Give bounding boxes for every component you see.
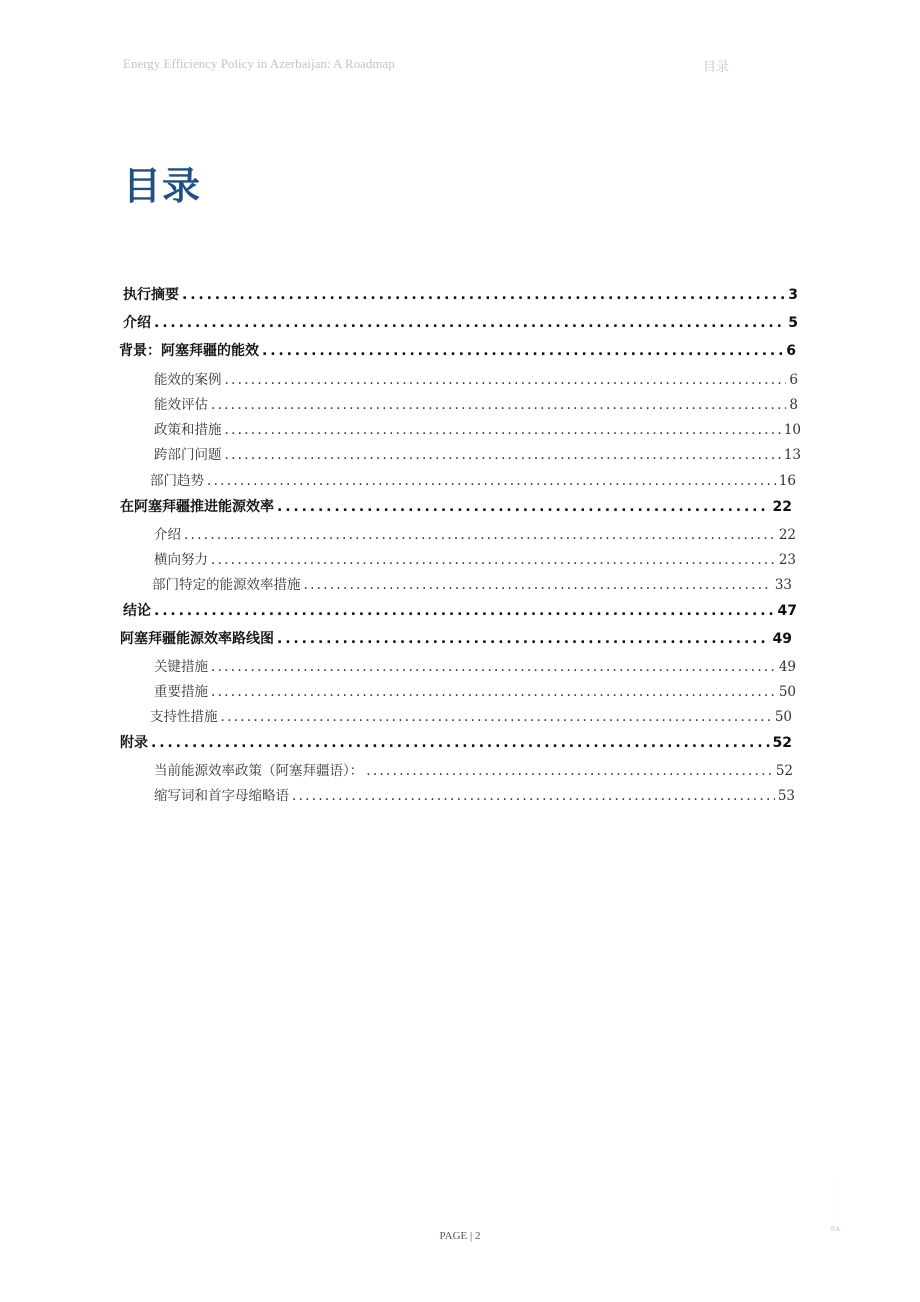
toc-subentry[interactable]	[154, 443, 801, 463]
toc-entry-page: 6	[786, 343, 796, 359]
toc-subentry[interactable]	[154, 759, 793, 779]
toc-entry-label: 部门特定的能源效率措施	[152, 577, 301, 593]
toc-entry-page: 33	[774, 577, 792, 593]
toc-entry-label: 当前能源效率政策（阿塞拜疆语）：	[154, 763, 364, 779]
toc-entry-page: 53	[777, 788, 795, 804]
page-title: 目录	[123, 164, 202, 208]
toc-subentry[interactable]	[152, 573, 792, 593]
toc-entry-label: 跨部门问题	[154, 447, 222, 463]
toc-leader-dots	[225, 422, 781, 438]
iea-logo-text: IEA.	[830, 1226, 842, 1233]
header-document-title: Energy Efficiency Policy in Azerbaijan: A Roadmap	[123, 56, 395, 71]
toc-subentry[interactable]	[154, 680, 796, 700]
toc-entry-page: 8	[789, 397, 798, 413]
toc-entry[interactable]	[119, 340, 796, 360]
toc-entry-label: 附录	[120, 735, 148, 751]
toc-leader-dots	[292, 788, 775, 804]
toc-subentry[interactable]	[154, 393, 798, 413]
toc-leader-dots	[211, 684, 776, 700]
toc-entry-label: 政策和措施	[154, 422, 222, 438]
toc-leader-dots	[366, 763, 773, 779]
page-number: PAGE | 2	[439, 1230, 481, 1242]
toc-leader-dots	[154, 603, 775, 619]
toc-entry-label: 介绍	[154, 527, 181, 543]
toc-entry-page: 49	[772, 631, 792, 647]
toc-leader-dots	[304, 577, 772, 593]
toc-entry[interactable]	[123, 284, 798, 304]
toc-subentry[interactable]	[154, 418, 801, 438]
toc-entry-label: 阿塞拜疆能源效率路线图	[120, 631, 274, 647]
toc-leader-dots	[154, 315, 785, 331]
toc-leader-dots	[182, 287, 785, 303]
toc-entry-page: 23	[778, 552, 796, 568]
iea-logo-watermark: · · · · · · IEA.	[823, 1178, 849, 1234]
toc-entry-page: 16	[778, 473, 796, 489]
toc-subentry[interactable]	[150, 469, 796, 489]
toc-subentry[interactable]	[154, 784, 795, 804]
toc-leader-dots	[225, 447, 781, 463]
toc-leader-dots	[211, 397, 786, 413]
toc-entry[interactable]	[120, 732, 792, 752]
toc-subentry[interactable]	[150, 705, 792, 725]
toc-entry-label: 部门趋势	[150, 473, 204, 489]
toc-entry-label: 能效的案例	[154, 372, 222, 388]
toc-entry-page: 50	[774, 709, 792, 725]
toc-leader-dots	[262, 343, 783, 359]
toc-leader-dots	[277, 631, 770, 647]
toc-entry-page: 47	[777, 603, 797, 619]
toc-leader-dots	[184, 527, 776, 543]
toc-entry-page: 22	[778, 527, 796, 543]
toc-subentry[interactable]	[154, 548, 796, 568]
toc-entry-label: 背景：阿塞拜疆的能效	[119, 343, 259, 359]
toc-leader-dots	[221, 709, 772, 725]
toc-entry-page: 13	[783, 447, 801, 463]
toc-leader-dots	[225, 372, 787, 388]
toc-entry[interactable]	[123, 312, 798, 332]
toc-entry-label: 支持性措施	[150, 709, 218, 725]
toc-entry-label: 横向努力	[154, 552, 208, 568]
toc-subentry[interactable]	[154, 523, 796, 543]
toc-entry-page: 52	[772, 735, 792, 751]
toc-entry-label: 在阿塞拜疆推进能源效率	[120, 499, 274, 515]
toc-subentry[interactable]	[154, 655, 796, 675]
toc-entry-page: 49	[778, 659, 796, 675]
toc-entry-label: 关键措施	[154, 659, 208, 675]
toc-entry-page: 52	[775, 763, 793, 779]
toc-entry-page: 10	[783, 422, 801, 438]
toc-entry-label: 重要措施	[154, 684, 208, 700]
toc-leader-dots	[211, 552, 776, 568]
toc-entry-label: 执行摘要	[123, 287, 179, 303]
toc-leader-dots	[151, 735, 770, 751]
toc-entry[interactable]	[120, 628, 792, 648]
toc-entry-label: 缩写词和首字母缩略语	[154, 788, 289, 804]
toc-entry[interactable]	[120, 496, 792, 516]
toc-leader-dots	[207, 473, 776, 489]
toc-subentry[interactable]	[154, 368, 798, 388]
toc-entry-page: 5	[788, 315, 798, 331]
toc-entry-label: 介绍	[123, 315, 151, 331]
toc-entry-page: 22	[772, 499, 792, 515]
toc-entry-page: 6	[789, 372, 798, 388]
toc-entry-page: 50	[778, 684, 796, 700]
toc-leader-dots	[211, 659, 776, 675]
toc-entry[interactable]	[123, 600, 797, 620]
toc-entry-page: 3	[788, 287, 798, 303]
toc-entry-label: 能效评估	[154, 397, 208, 413]
header-section-name: 目录	[703, 59, 730, 74]
toc-leader-dots	[277, 499, 770, 515]
toc-entry-label: 结论	[123, 603, 151, 619]
